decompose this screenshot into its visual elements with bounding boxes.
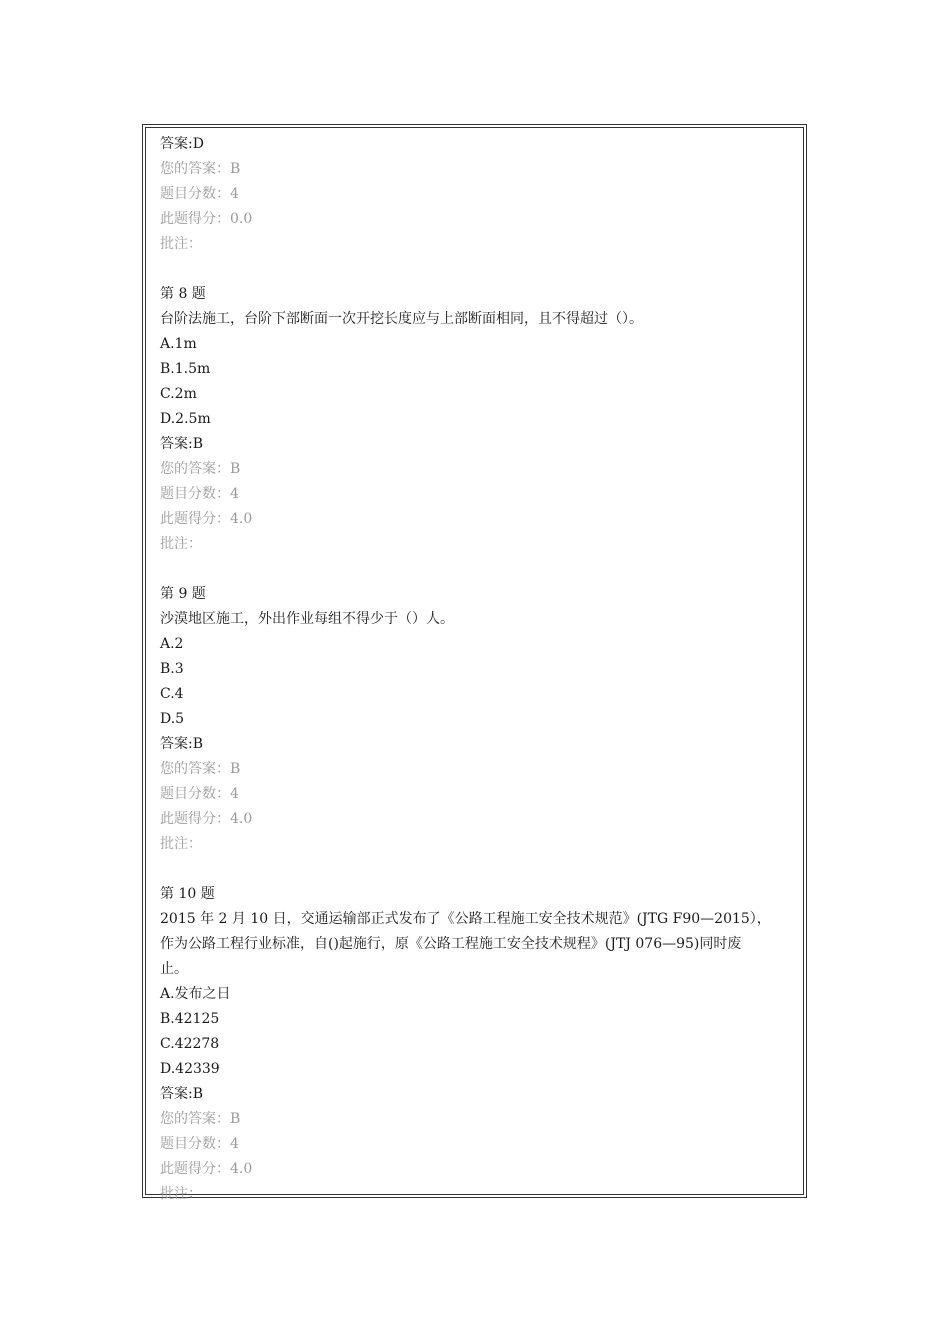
your-answer: 您的答案：B: [160, 1111, 241, 1127]
your-answer: 您的答案：B: [160, 161, 241, 177]
question-text: 沙漠地区施工，外出作业每组不得少于（）人。: [160, 611, 454, 627]
question-frame-inner: [145, 127, 804, 1202]
question-frame: [142, 124, 807, 1202]
question-block: [160, 882, 790, 1207]
question-points: 题目分数：4: [160, 186, 239, 202]
question-block: [160, 582, 790, 857]
note: 批注：: [160, 836, 202, 852]
correct-answer: 答案:B: [160, 736, 204, 752]
question-points: 题目分数：4: [160, 486, 239, 502]
option-b: B.1.5m: [160, 361, 211, 377]
option-d: D.5: [160, 711, 185, 727]
correct-answer: 答案:B: [160, 436, 204, 452]
question-points: 题目分数：4: [160, 1136, 239, 1152]
question-text: 台阶法施工，台阶下部断面一次开挖长度应与上部断面相同，且不得超过（）。: [160, 311, 643, 327]
question-text-line: 止。: [160, 961, 188, 977]
question-score: 此题得分：4.0: [160, 811, 253, 827]
option-a: A.2: [160, 636, 184, 652]
option-b: B.42125: [160, 1011, 220, 1027]
question-score: 此题得分：0.0: [160, 211, 253, 227]
question-title: 第 9 题: [160, 586, 206, 602]
correct-answer: 答案:D: [160, 136, 204, 152]
question-points: 题目分数：4: [160, 786, 239, 802]
option-d: D.42339: [160, 1061, 220, 1077]
question-text-line: 作为公路工程行业标准，自()起施行，原《公路工程施工安全技术规程》(JTJ 076—95)同时废: [160, 936, 742, 952]
option-c: C.2m: [160, 386, 197, 402]
question-title: 第 8 题: [160, 286, 206, 302]
question-block: [160, 282, 790, 557]
question-text-line: 2015 年 2 月 10 日，交通运输部正式发布了《公路工程施工安全技术规范》(JTG F90—2015），: [160, 911, 771, 927]
note: 批注：: [160, 536, 202, 552]
question-list: [160, 132, 790, 1207]
question-title: 第 10 题: [160, 886, 215, 902]
option-b: B.3: [160, 661, 184, 677]
correct-answer: 答案:B: [160, 1086, 204, 1102]
note: 批注：: [160, 1186, 202, 1202]
your-answer: 您的答案：B: [160, 761, 241, 777]
your-answer: 您的答案：B: [160, 461, 241, 477]
option-c: C.4: [160, 686, 184, 702]
option-d: D.2.5m: [160, 411, 211, 427]
note: 批注：: [160, 236, 202, 252]
question-score: 此题得分：4.0: [160, 511, 253, 527]
question-score: 此题得分：4.0: [160, 1161, 253, 1177]
option-a: A.发布之日: [160, 986, 231, 1002]
option-a: A.1m: [160, 336, 197, 352]
option-c: C.42278: [160, 1036, 220, 1052]
